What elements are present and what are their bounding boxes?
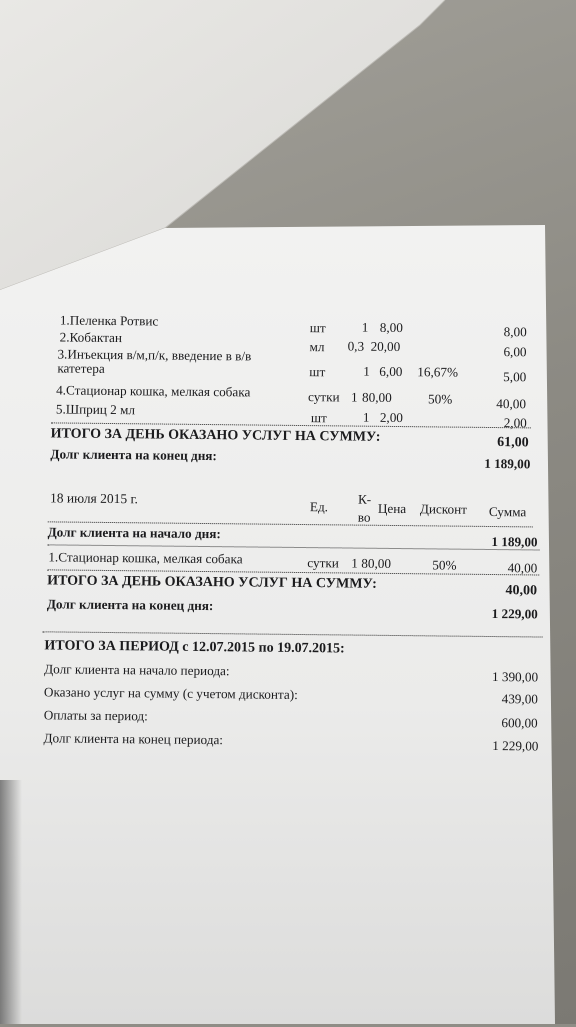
item-discount: 50% <box>427 391 453 407</box>
item-unit: сутки <box>308 389 340 405</box>
period-row-value: 439,00 <box>501 691 539 707</box>
period-title: ИТОГО ЗА ПЕРИОД с 12.07.2015 по 19.07.2015: <box>44 638 345 657</box>
item-unit: шт <box>309 364 326 380</box>
period-row-label: Долг клиента на конец периода: <box>43 730 224 748</box>
item-price: 20,00 <box>370 338 401 355</box>
item-qty: 1 <box>361 319 369 335</box>
item-qty: 1 <box>363 363 371 379</box>
day1-debt-end-label: Долг клиента на конец дня: <box>50 446 217 464</box>
col-header-sum: Сумма <box>488 503 527 520</box>
item-name: 1.Пеленка Ротвис <box>59 312 159 329</box>
item-name-cont: катетера <box>57 360 105 376</box>
separator-dotted <box>43 631 543 637</box>
item-price: 6,00 <box>379 363 403 380</box>
col-header-discount: Дисконт <box>419 501 468 517</box>
day1-total-label: ИТОГО ЗА ДЕНЬ ОКАЗАНО УСЛУГ НА СУММУ: <box>50 426 381 445</box>
day2-item-qty: 1 <box>351 555 359 571</box>
item-name: 4.Стационар кошка, мелкая собака <box>56 382 251 400</box>
period-row-label: Оплаты за период: <box>43 707 148 724</box>
item-qty: 1 <box>362 409 370 425</box>
item-price: 8,00 <box>379 319 403 336</box>
day2-date: 18 июля 2015 г. <box>49 490 139 507</box>
day2-total-value: 40,00 <box>505 583 538 599</box>
item-name: 2.Кобактан <box>59 329 123 346</box>
day2-total-label: ИТОГО ЗА ДЕНЬ ОКАЗАНО УСЛУГ НА СУММУ: <box>47 573 377 592</box>
day2-item-name: 1.Стационар кошка, мелкая собака <box>48 549 243 567</box>
item-sum: 6,00 <box>503 344 527 360</box>
item-sum: 5,00 <box>503 369 527 385</box>
col-header-price: Цена <box>377 500 407 517</box>
item-name: 3.Инъекция в/м,п/к, введение в в/в <box>57 346 252 364</box>
item-unit: шт <box>309 320 326 336</box>
item-price: 80,00 <box>362 389 392 405</box>
day2-debt-end-label: Долг клиента на конец дня: <box>46 596 214 614</box>
day2-debt-start-value: 1 189,00 <box>491 534 538 550</box>
day2-debt-end-value: 1 229,00 <box>491 606 538 622</box>
item-name: 5.Шприц 2 мл <box>55 401 136 418</box>
item-sum: 40,00 <box>496 396 527 412</box>
item-sum: 8,00 <box>503 324 527 340</box>
day2-item-price: 80,00 <box>361 555 392 571</box>
period-row-value: 1 390,00 <box>491 669 539 685</box>
day2-debt-start-label: Долг клиента на начало дня: <box>47 524 221 542</box>
day2-item-unit: сутки <box>307 555 339 571</box>
period-row-label: Долг клиента на начало периода: <box>44 661 230 679</box>
col-header-qty-top: К- <box>357 491 372 507</box>
item-qty: 0,3 <box>347 338 365 354</box>
period-row-value: 1 229,00 <box>492 738 539 754</box>
item-qty: 1 <box>351 389 358 405</box>
col-header-unit: Ед. <box>309 499 329 515</box>
period-row-label: Оказано услуг на сумму (с учетом дисконта): <box>43 684 298 702</box>
item-discount: 16,67% <box>417 364 459 380</box>
day1-total-value: 61,00 <box>497 435 529 451</box>
col-header-qty-bottom: во <box>357 509 371 525</box>
period-row-value: 600,00 <box>501 715 538 731</box>
item-sum: 2,00 <box>503 415 527 431</box>
day2-item-sum: 40,00 <box>507 560 538 576</box>
item-unit: мл <box>309 339 325 355</box>
day1-debt-end-value: 1 189,00 <box>484 455 531 472</box>
item-price: 2,00 <box>379 409 404 426</box>
day2-item-discount: 50% <box>432 557 457 573</box>
item-unit: шт <box>310 410 327 426</box>
